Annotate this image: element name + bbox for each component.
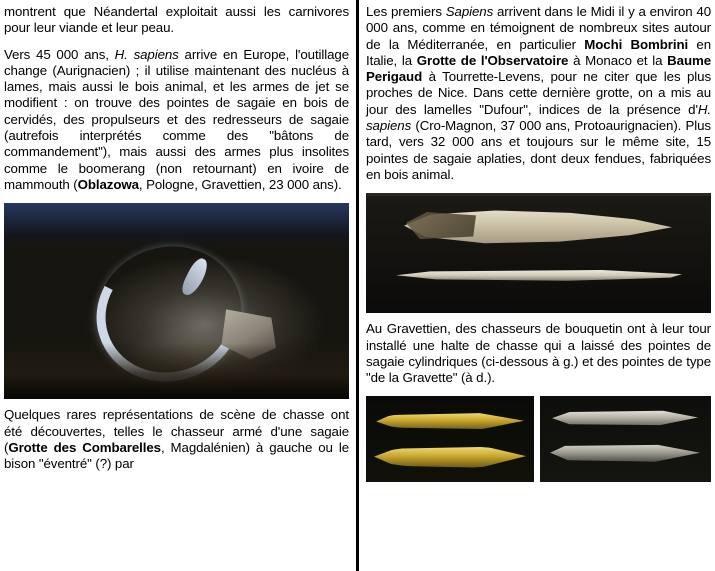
paragraph-right-2 (366, 321, 711, 386)
photo-top-edge (366, 193, 711, 196)
text-run-0: Les premiers (366, 4, 446, 19)
text-run-0: Quelques rares représentations de scène de chasse ont été découvertes, telles le chasseur armé d'une sagaie ( (4, 407, 349, 455)
cylindrical-point-shape-1 (376, 412, 524, 430)
paragraph-left-2 (4, 47, 349, 194)
cave-artifact-photo (4, 203, 349, 399)
text-run-7: Baume Perigaud (366, 52, 712, 85)
text-run-0: montrent que Néandertal exploitait aussi les carnivores pour leur viande et leur peau. (4, 4, 349, 36)
gravette-point-shape-1 (552, 410, 698, 426)
text-run-1: Grotte des Combarelles (8, 439, 161, 455)
text-run-6: à Monaco et la (568, 52, 668, 68)
text-run-3: Oblazowa (77, 176, 139, 192)
text-run-1: H. sapiens (114, 46, 179, 62)
bottom-photo-row (366, 396, 711, 482)
thin-sagaie-point-shape (396, 269, 682, 281)
cylindrical-sagaie-points-photo (366, 396, 534, 482)
text-run-2: arrive en Europe, l'outillage change (Aurignacien) ; il utilise maintenant des nucléus à lames, mais aussi le bois animal, et les armes de jet se modifient : on trouve des pointes de sagaie en bois de cervidés, des propulseurs et des redresseurs de sagaie (autrefois interprétés comme des "bâtons de commandement"), mais aussi des armes plus insolites comme le boomerang (non retournant) en ivoire de mammouth ( (4, 46, 349, 192)
right-column (360, 0, 715, 571)
cylindrical-point-shape-2 (374, 446, 526, 468)
text-run-9: H. sapiens (366, 101, 711, 134)
gravette-point-shape-2 (550, 444, 700, 462)
text-run-4: , Pologne, Gravettien, 23 000 ans). (138, 176, 342, 192)
text-run-10: (Cro-Magnon, 37 000 ans, Protoaurignacien). Plus tard, vers 32 000 ans et toujours sur le même site, 15 pointes de sagaie aplaties, dont deux fendues, fabriquées en bois animal. (366, 118, 711, 182)
gravette-points-photo (540, 396, 711, 482)
text-run-0: Vers 45 000 ans, (4, 46, 115, 62)
paragraph-left-1 (4, 4, 349, 37)
text-run-0: Au Gravettien, des chasseurs de bouquetin ont à leur tour installé une halte de chasse qui a laissé des pointes de sagaie cylindriques (ci-dessous à g.) et des pointes de type "de la Gravette" (à d.). (366, 321, 711, 386)
sagaie-points-photo (366, 193, 711, 313)
text-run-2: , Magdalénien) à gauche ou le bison "éventré" (?) par (4, 439, 349, 472)
text-run-4: en Italie, la (366, 36, 712, 68)
paragraph-right-1 (366, 4, 711, 183)
text-run-1: Sapiens (445, 4, 494, 19)
column-divider (356, 0, 359, 571)
text-run-5: Grotte de l'Observatoire (416, 52, 569, 68)
photo-blue-highlight (4, 203, 349, 249)
text-run-3: Mochi Bombrini (584, 36, 689, 52)
paragraph-left-3 (4, 407, 349, 472)
cave-floor-shadow (4, 343, 349, 399)
text-run-8: à Tourrette-Levens, pour ne citer que les plus proches de Nice. Dans cette dernière grotte, on a mis au jour des lamelles "Dufour", indices de la présence d' (366, 69, 711, 117)
left-column (0, 0, 355, 571)
text-run-2: arrivent dans le Midi il y a environ 40 000 ans, comme en témoignent de nombreux sites autour de la Méditerranée, en particulier (366, 4, 711, 52)
